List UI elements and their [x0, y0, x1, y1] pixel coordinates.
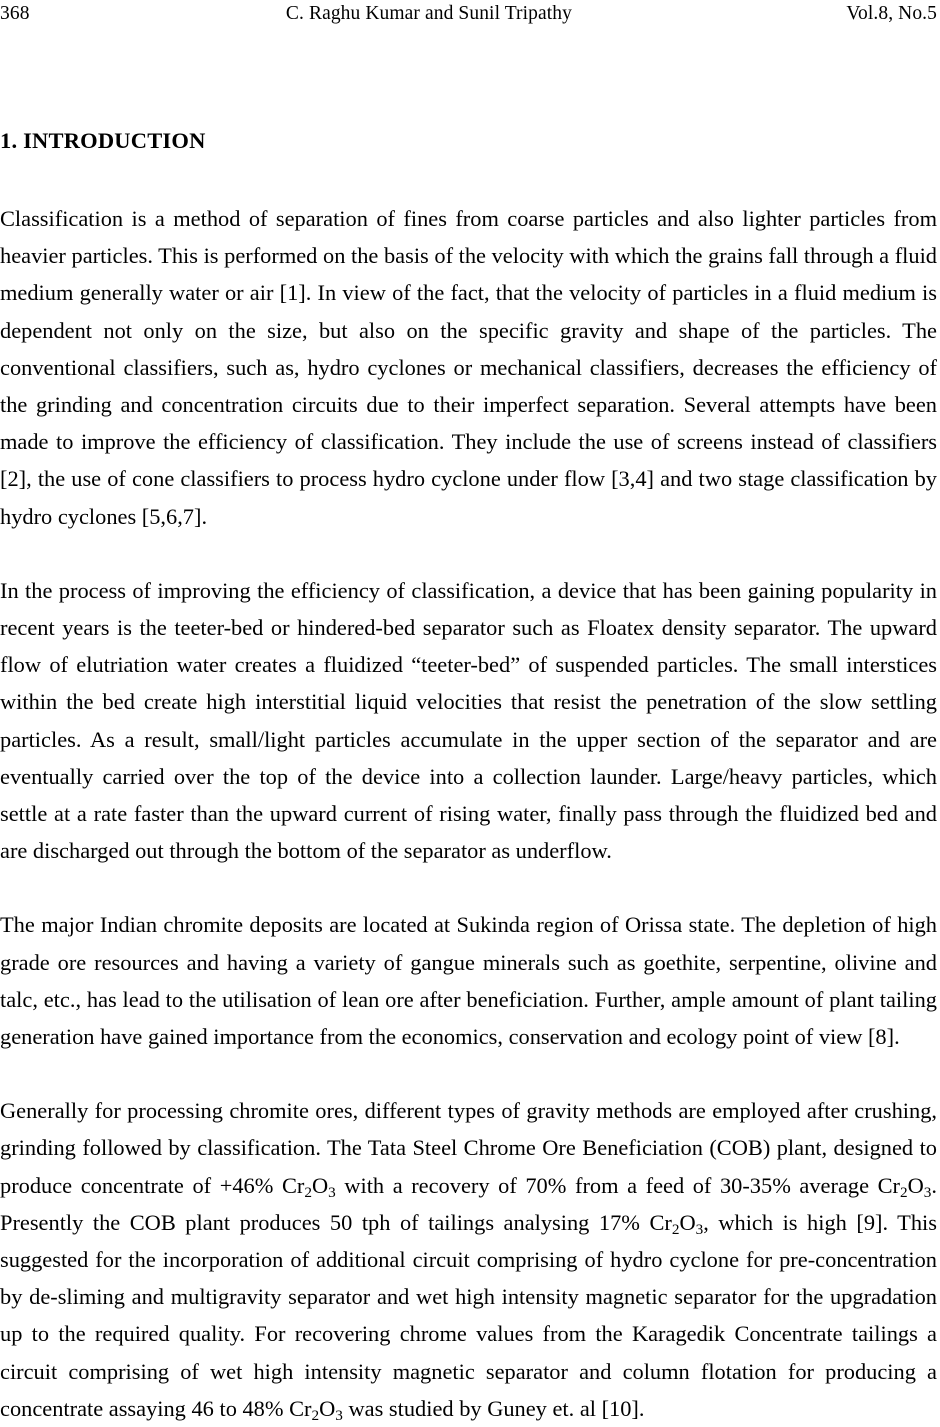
para-chromite-deposits: [0, 906, 937, 1055]
text-run: , which is high [9]. This suggested for the incorporation of additional circuit comprising of hydro cyclone for pre-concentration by de-sliming and multigravity separator and wet high intensity magnetic separator for the upgradation up to the required quality. For recovering chrome values from the Karagedik Concentrate tailings a circuit comprising of wet high intensity magnetic separator and column flotation for producing a concentrate assaying 46 to 48% Cr: [0, 1209, 937, 1421]
text-run: The major Indian chromite deposits are located at Sukinda region of Orissa state. The depletion of high grade ore resources and having a variety of gangue minerals such as goethite, serpentine, olivine and talc, etc., has lead to the utilisation of lean ore after beneficiation. Further, ample amount of plant tailing generation have gained importance from the economics, conservation and ecology point of view [8].: [0, 912, 937, 1050]
para-teeter-bed: [0, 572, 937, 870]
text-run: In the process of improving the efficiency of classification, a device that has been gaining popularity in recent years is the teeter-bed or hindered-bed separator such as Floatex density separator. The upward flow of elutriation water creates a fluidized “teeter-bed” of suspended particles. The small interstices within the bed create high interstitial liquid velocities that resist the penetration of the slow settling particles. As a result, small/light particles accumulate in the upper section of the separator and are eventually carried over the top of the device into a collection launder. Large/heavy particles, which settle at a rate faster than the upward current of rising water, finally pass through the fluidized bed and are discharged out through the bottom of the separator as underflow.: [0, 577, 937, 864]
para-classification: [0, 200, 937, 535]
text-run: with a recovery of 70% from a feed of 30-35% average Cr: [335, 1172, 901, 1198]
text-run: O: [679, 1209, 696, 1235]
subscript: 3: [923, 1183, 932, 1201]
subscript: 3: [695, 1220, 704, 1238]
text-run: Generally for processing chromite ores, different types of gravity methods are employed after crushing, grinding followed by classification. The Tata Steel Chrome Ore Beneficiation (COB) plant, designed to produce concentrate of +46% Cr: [0, 1098, 937, 1198]
header-page-number: 368: [0, 3, 30, 24]
text-run: . Presently the COB plant produces 50 tph of tailings analysing 17% Cr: [0, 1172, 938, 1235]
subscript: 3: [328, 1183, 336, 1201]
subscript: 2: [304, 1183, 312, 1201]
para-gravity-methods: [0, 1092, 937, 1427]
header-volume-issue: Vol.8, No.5: [846, 3, 937, 24]
text-run: O: [311, 1172, 329, 1198]
paragraph-list: [0, 200, 937, 1427]
running-header: [0, 2, 937, 28]
subscript: 2: [311, 1406, 320, 1424]
text-run: was studied by Guney et. al [10].: [342, 1395, 645, 1421]
subscript: 2: [671, 1220, 680, 1238]
subscript: 3: [335, 1406, 343, 1424]
text-run: O: [319, 1395, 336, 1421]
section-heading-introduction: 1. INTRODUCTION: [0, 128, 206, 153]
page-body: [0, 126, 937, 1427]
subscript: 2: [900, 1183, 908, 1201]
header-authors: C. Raghu Kumar and Sunil Tripathy: [285, 3, 572, 24]
text-run: Classification is a method of separation of fines from coarse particles and also lighter particles from heavier particles. This is performed on the basis of the velocity with which the grains fall through a fluid medium generally water or air [1]. In view of the fact, that the velocity of particles in a fluid medium is dependent not only on the size, but also on the specific gravity and shape of the particles. The conventional classifiers, such as, hydro cyclones or mechanical classifiers, decreases the efficiency of the grinding and concentration circuits due to their imperfect separation. Several attempts have been made to improve the efficiency of classification. They include the use of screens instead of classifiers [2], the use of cone classifiers to process hydro cyclone under flow [3,4] and two stage classification by hydro cyclones [5,6,7].: [0, 206, 937, 529]
text-run: O: [907, 1172, 924, 1198]
